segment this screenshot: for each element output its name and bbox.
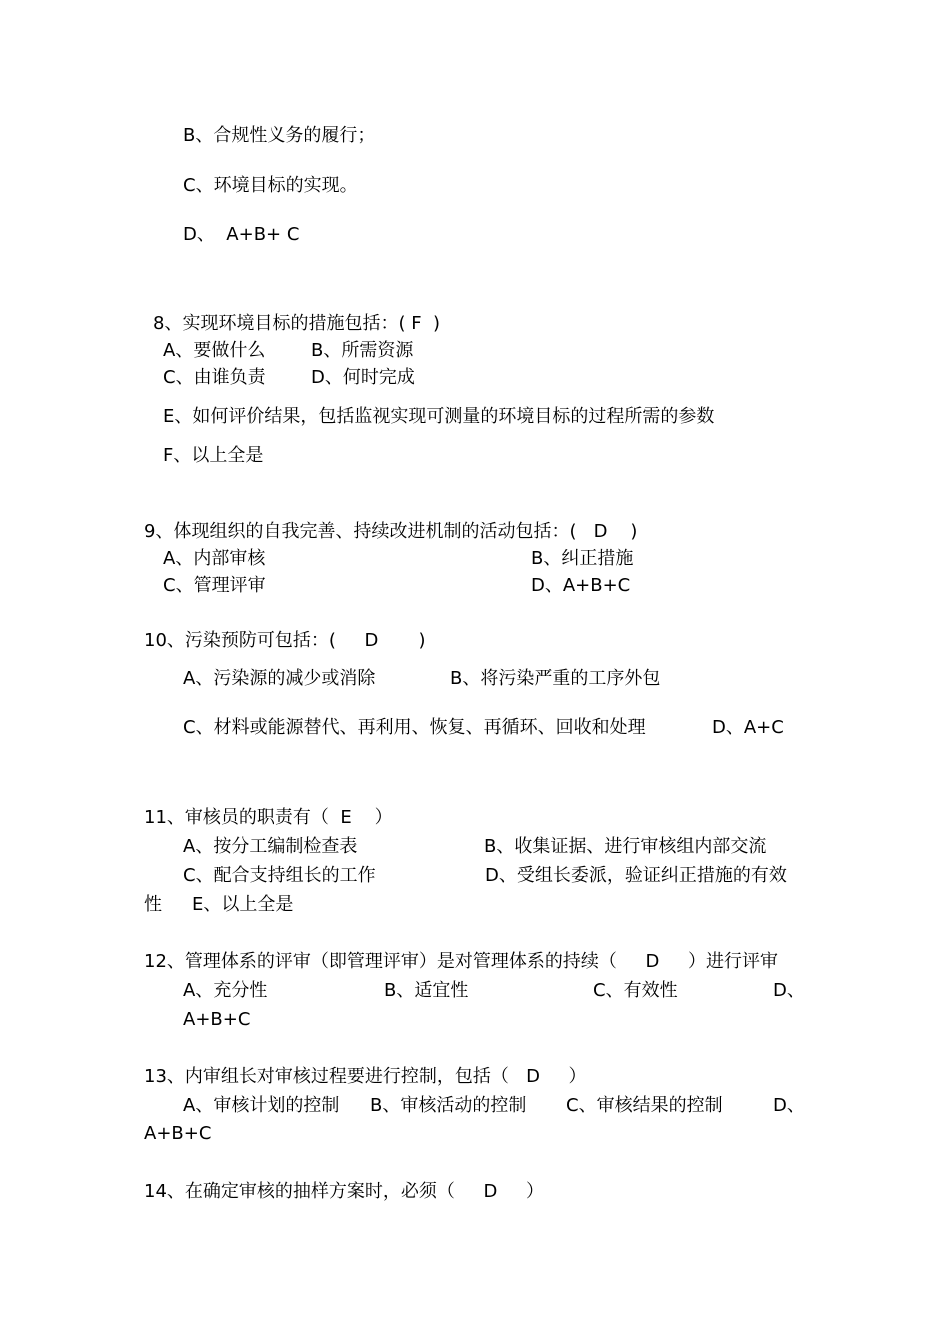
q11-stem: 11、审核员的职责有（ E ）: [144, 807, 393, 828]
q12-option-c: C、有效性: [593, 980, 678, 1001]
q11-option-d: D、受组长委派，验证纠正措施的有效: [485, 865, 787, 886]
q12-option-d: D、: [773, 980, 805, 1001]
q11-option-d-cont: 性: [144, 894, 162, 915]
q12-option-a: A、充分性: [183, 980, 268, 1001]
q9-option-d: D、A+B+C: [531, 575, 631, 596]
q14-stem: 14、在确定审核的抽样方案时，必须（ D ）: [144, 1181, 544, 1202]
q12-stem: 12、管理体系的评审（即管理评审）是对管理体系的持续（ D ）进行评审: [144, 951, 778, 972]
q8-option-f: F、以上全是: [163, 445, 264, 466]
q8-option-d: D、何时完成: [311, 367, 415, 388]
q13-option-c: C、审核结果的控制: [566, 1095, 723, 1116]
q13-option-b: B、审核活动的控制: [370, 1095, 527, 1116]
q8-option-b: B、所需资源: [311, 340, 414, 361]
q10-option-c: C、材料或能源替代、再利用、恢复、再循环、回收和处理: [183, 717, 646, 738]
q11-option-e: E、以上全是: [192, 894, 294, 915]
q9-option-c: C、管理评审: [163, 575, 266, 596]
q11-option-a: A、按分工编制检查表: [183, 836, 358, 857]
q10-option-d: D、A+C: [712, 717, 784, 738]
q13-option-a: A、审核计划的控制: [183, 1095, 340, 1116]
q8-option-c: C、由谁负责: [163, 367, 266, 388]
q9-option-b: B、纠正措施: [531, 548, 634, 569]
q9-stem: 9、体现组织的自我完善、持续改进机制的活动包括：( D ): [144, 521, 638, 542]
q7-option-d: D、 A+B+ C: [183, 224, 300, 245]
q11-option-c: C、配合支持组长的工作: [183, 865, 376, 886]
q8-option-e: E、如何评价结果，包括监视实现可测量的环境目标的过程所需的参数: [163, 406, 715, 427]
q9-option-a: A、内部审核: [163, 548, 266, 569]
q12-option-d-cont: A+B+C: [183, 1009, 251, 1030]
q7-option-c: C、环境目标的实现。: [183, 175, 358, 196]
q13-stem: 13、内审组长对审核过程要进行控制，包括（ D ）: [144, 1066, 587, 1087]
q7-option-b: B、合规性义务的履行；: [183, 125, 376, 146]
q8-option-a: A、要做什么: [163, 340, 266, 361]
q12-option-b: B、适宜性: [384, 980, 469, 1001]
q10-option-b: B、将污染严重的工序外包: [450, 668, 661, 689]
q10-stem: 10、污染预防可包括：( D ): [144, 630, 426, 651]
q13-option-d-cont: A+B+C: [144, 1123, 212, 1144]
q10-option-a: A、污染源的减少或消除: [183, 668, 376, 689]
q11-option-b: B、收集证据、进行审核组内部交流: [484, 836, 767, 857]
q13-option-d: D、: [773, 1095, 805, 1116]
q8-stem: 8、实现环境目标的措施包括：( F ): [153, 313, 441, 334]
